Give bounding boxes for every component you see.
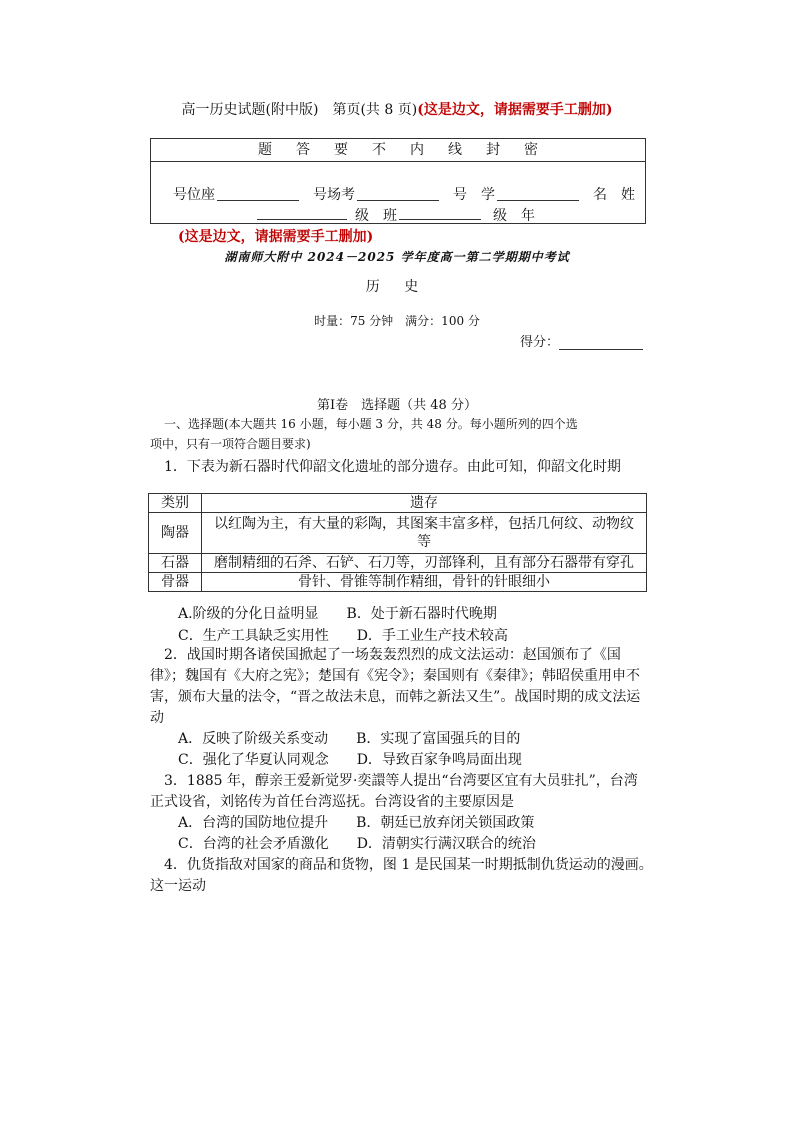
- question-3-options[interactable]: C．台湾的社会矛盾激化 D．清朝实行满汉联合的统治: [178, 836, 536, 852]
- score-blank[interactable]: [559, 335, 643, 350]
- seal-char: 内: [410, 142, 424, 158]
- seal-line-box: [150, 138, 646, 224]
- student-id-blank[interactable]: [497, 186, 579, 201]
- question-2-stem: 动: [150, 710, 164, 726]
- table-row: [149, 573, 647, 592]
- table-row: [149, 554, 647, 573]
- seal-char: 线: [448, 142, 462, 158]
- seal-char: 题: [258, 142, 272, 158]
- table-cell: 骨针、骨锥等制作精细，骨针的针眼细小: [202, 573, 647, 592]
- section-instruction: 一、选择题(本大题共 16 小题，每小题 3 分，共 48 分。每小题所列的四个选: [164, 417, 578, 431]
- seal-char: 不: [372, 142, 386, 158]
- header-main: 高一历史试题(附中版) 第: [181, 102, 347, 118]
- question-2-options[interactable]: A．反映了阶级关系变动 B．实现了富国强兵的目的: [178, 731, 521, 747]
- table-cell: 陶器: [149, 513, 202, 554]
- question-1-options[interactable]: A.阶级的分化日益明显 B．处于新石器时代晚期: [178, 606, 497, 622]
- seal-char: 封: [486, 142, 500, 158]
- seat-number-label: 号位座: [173, 187, 215, 203]
- question-4-stem: 4．仇货指敌对国家的商品和货物，图 1 是民国某一时期抵制仇货运动的漫画。: [164, 857, 653, 873]
- seal-char: 密: [524, 142, 538, 158]
- question-1-stem: 1．下表为新石器时代仰韶文化遗址的部分遗存。由此可知，仰韶文化时期: [164, 459, 621, 475]
- seal-char: 要: [334, 142, 348, 158]
- grade-label: 级 年: [493, 208, 535, 224]
- relic-table: [148, 493, 647, 592]
- question-2-stem: 害，颁布大量的法令，“晋之故法未息，而韩之新法又生”。战国时期的成文法运: [150, 689, 641, 705]
- seat-number-blank[interactable]: [217, 186, 299, 201]
- table-row: [149, 513, 647, 554]
- table-cell: 石器: [149, 554, 202, 573]
- exam-school-title: 湖南师大附中 2024－2025 学年度高一第二学期期中考试: [224, 250, 570, 264]
- exam-room-label: 号场考: [313, 187, 355, 203]
- edge-note: (这是边文，请据需要手工删加): [178, 229, 374, 245]
- header-note: (这是边文，请据需要手工删加): [417, 102, 613, 118]
- score-label: 得分：: [520, 335, 560, 350]
- page-header: [0, 99, 794, 119]
- table-cell: 以红陶为主，有大量的彩陶，其图案丰富多样，包括几何纹、动物纹等: [202, 513, 647, 554]
- question-2-options[interactable]: C．强化了华夏认同观念 D．导致百家争鸣局面出现: [178, 752, 522, 768]
- class-label: 级 班: [355, 208, 397, 224]
- table-header: 类别: [149, 494, 202, 513]
- exam-room-blank[interactable]: [357, 186, 439, 201]
- score-line: [520, 331, 643, 350]
- table-header: 遗存: [202, 494, 647, 513]
- question-3-stem: 3．1885 年，醇亲王爱新觉罗·奕譞等人提出“台湾要区宜有大员驻扎”，台湾: [164, 773, 638, 789]
- table-cell: 骨器: [149, 573, 202, 592]
- subject-title: 历 史: [365, 279, 429, 295]
- section-instruction-cont: 项中，只有一项符合题目要求): [150, 437, 311, 451]
- table-cell: 磨制精细的石斧、石铲、石刀等，刃部锋利，且有部分石器带有穿孔: [202, 554, 647, 573]
- question-2-stem: 律》；魏国有《大府之宪》；楚国有《宪令》；秦国则有《秦律》；韩昭侯重用申不: [150, 668, 640, 684]
- question-4-stem: 这一运动: [150, 878, 206, 894]
- question-2-stem: 2．战国时期各诸侯国掀起了一场轰轰烈烈的成文法运动：赵国颁布了《国: [164, 647, 621, 663]
- table-header-row: [149, 494, 647, 513]
- header-page-label: 页(共 8 页): [346, 102, 418, 118]
- question-3-stem: 正式设省，刘铭传为首任台湾巡抚。台湾设省的主要原因是: [150, 794, 514, 810]
- student-id-label: 号 学: [453, 187, 495, 203]
- section-title: 第Ⅰ卷 选择题（共 48 分）: [317, 398, 477, 413]
- seal-char: 答: [296, 142, 310, 158]
- grade-blank[interactable]: [399, 205, 481, 220]
- time-score-info: 时量：75 分钟 满分：100 分: [314, 314, 480, 328]
- question-1-options[interactable]: C．生产工具缺乏实用性 D．手工业生产技术较高: [178, 628, 508, 644]
- seal-title: [151, 139, 645, 162]
- class-blank[interactable]: [257, 205, 347, 220]
- name-label: 名 姓: [593, 187, 635, 203]
- question-3-options[interactable]: A．台湾的国防地位提升 B．朝廷已放弃闭关锁国政策: [178, 815, 535, 831]
